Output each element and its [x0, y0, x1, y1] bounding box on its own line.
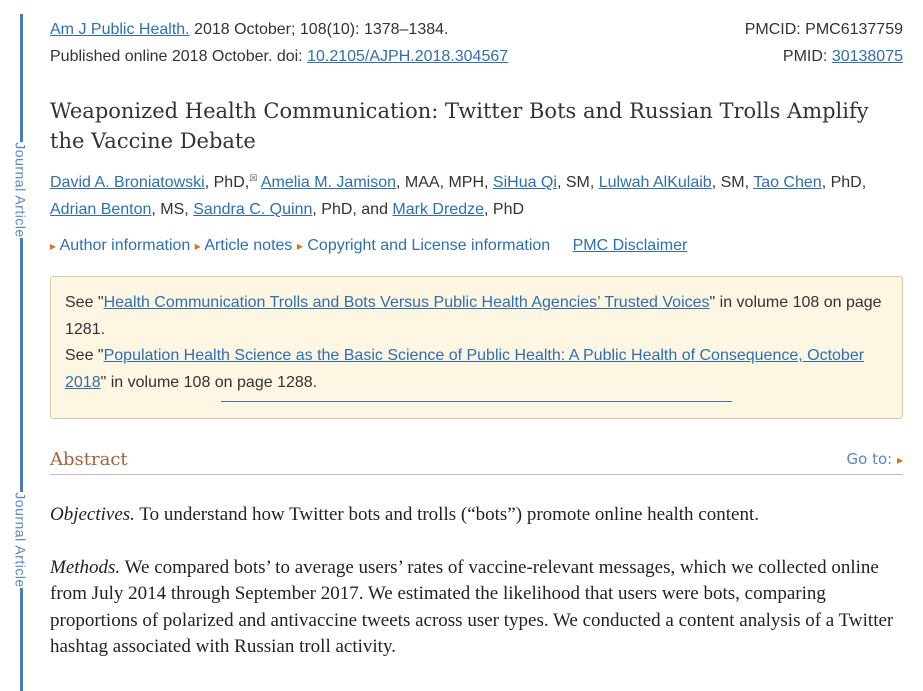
see-also-link[interactable]: Health Communication Trolls and Bots Versus Public Health Agencies’ Trusted Voices — [103, 294, 710, 311]
sidebar-label-bottom — [8, 492, 34, 588]
author-link[interactable]: SiHua Qi — [492, 174, 557, 191]
author-credentials: , SM, — [711, 174, 754, 191]
abstract-heading: Abstract — [50, 449, 128, 470]
article-title: Weaponized Health Communication: Twitter Bots and Russian Trolls Amplify the Vaccine Debate — [50, 99, 869, 153]
goto-arrow-icon: ▸ — [896, 453, 903, 467]
doi-link[interactable]: 10.2105/AJPH.2018.304567 — [307, 48, 509, 65]
author-information-toggle[interactable]: Author information — [59, 237, 191, 254]
journal-link[interactable]: Am J Public Health. — [50, 21, 190, 38]
author-credentials: , MS, — [151, 201, 194, 218]
author-credentials: , SM, — [556, 174, 599, 191]
see-also-box — [50, 276, 903, 419]
expand-arrow-icon: ▸ — [296, 239, 303, 253]
corresponding-author-icon[interactable]: ☒ — [249, 173, 258, 183]
see-also-item: See "Health Communication Trolls and Bots Versus Public Health Agencies’ Trusted Voices" in volume 108 on page 1281. — [65, 294, 882, 338]
citation-row-2 — [50, 43, 903, 70]
expand-arrow-icon: ▸ — [194, 239, 201, 253]
journal-issue: 2018 October; 108(10): 1378–1384. — [189, 21, 449, 38]
sidebar-label-text: Journal Article — [13, 142, 29, 238]
see-also-link[interactable]: Population Health Science as the Basic Science of Public Health: A Public Health of Consequence, October 2018 — [65, 347, 865, 391]
author-link[interactable]: Amelia M. Jamison — [260, 174, 396, 191]
article-content — [50, 16, 903, 661]
abstract-objectives: Objectives. To understand how Twitter bots and trolls (“bots”) promote online health content. — [50, 504, 759, 525]
copyright-license-toggle[interactable]: Copyright and License information — [307, 237, 551, 254]
author-credentials: , PhD — [484, 201, 525, 218]
author-list — [50, 165, 903, 223]
see-also-item: See "Population Health Science as the Basic Science of Public Health: A Public Health of Consequence, October 2018" in volume 108 on page 1288. — [65, 347, 865, 391]
author-link[interactable]: Adrian Benton — [50, 201, 152, 218]
pmcid: PMCID: PMC6137759 — [744, 21, 903, 38]
author-link[interactable]: Lulwah AlKulaib — [598, 174, 712, 191]
article-notes-toggle[interactable]: Article notes — [204, 237, 293, 254]
author-link[interactable]: Mark Dredze — [392, 201, 484, 218]
pmid-link[interactable]: 30138075 — [831, 48, 903, 65]
expand-arrow-icon: ▸ — [50, 239, 57, 253]
article-info-links — [50, 235, 903, 257]
pmc-disclaimer-link[interactable]: PMC Disclaimer — [572, 237, 688, 254]
section-label: Methods. — [50, 556, 121, 578]
goto-menu-button[interactable]: Go to: ▸ — [846, 450, 903, 468]
section-label: Objectives. — [50, 504, 135, 525]
author-credentials: , PhD, and — [312, 201, 393, 218]
published-text: Published online 2018 October. doi: — [50, 48, 308, 65]
author-credentials: , PhD, — [821, 174, 867, 191]
sidebar-label-text: Journal Article — [13, 492, 29, 588]
author-link[interactable]: David A. Broniatowski — [50, 174, 205, 191]
abstract-methods: Methods. We compared bots’ to average users’ rates of vaccine-relevant messages, which we collected online from July 2014 through September 2017. We estimated the likelihood that users were bots, comparing proportions of polarized and antivaccine tweets across user types. We conducted a content analysis of a Twitter hashtag associated with Russian troll activity. — [50, 556, 894, 657]
author-credentials: , PhD, — [204, 174, 250, 191]
sidebar-label-top — [8, 142, 34, 238]
author-link[interactable]: Sandra C. Quinn — [193, 201, 313, 218]
sidebar-rule — [20, 14, 23, 691]
author-link[interactable]: Tao Chen — [753, 174, 822, 191]
pmid-label: PMID: — [782, 48, 832, 65]
abstract-header — [50, 448, 903, 475]
divider — [221, 401, 732, 402]
citation-row-1 — [50, 16, 903, 43]
author-credentials: , MAA, MPH, — [396, 174, 493, 191]
